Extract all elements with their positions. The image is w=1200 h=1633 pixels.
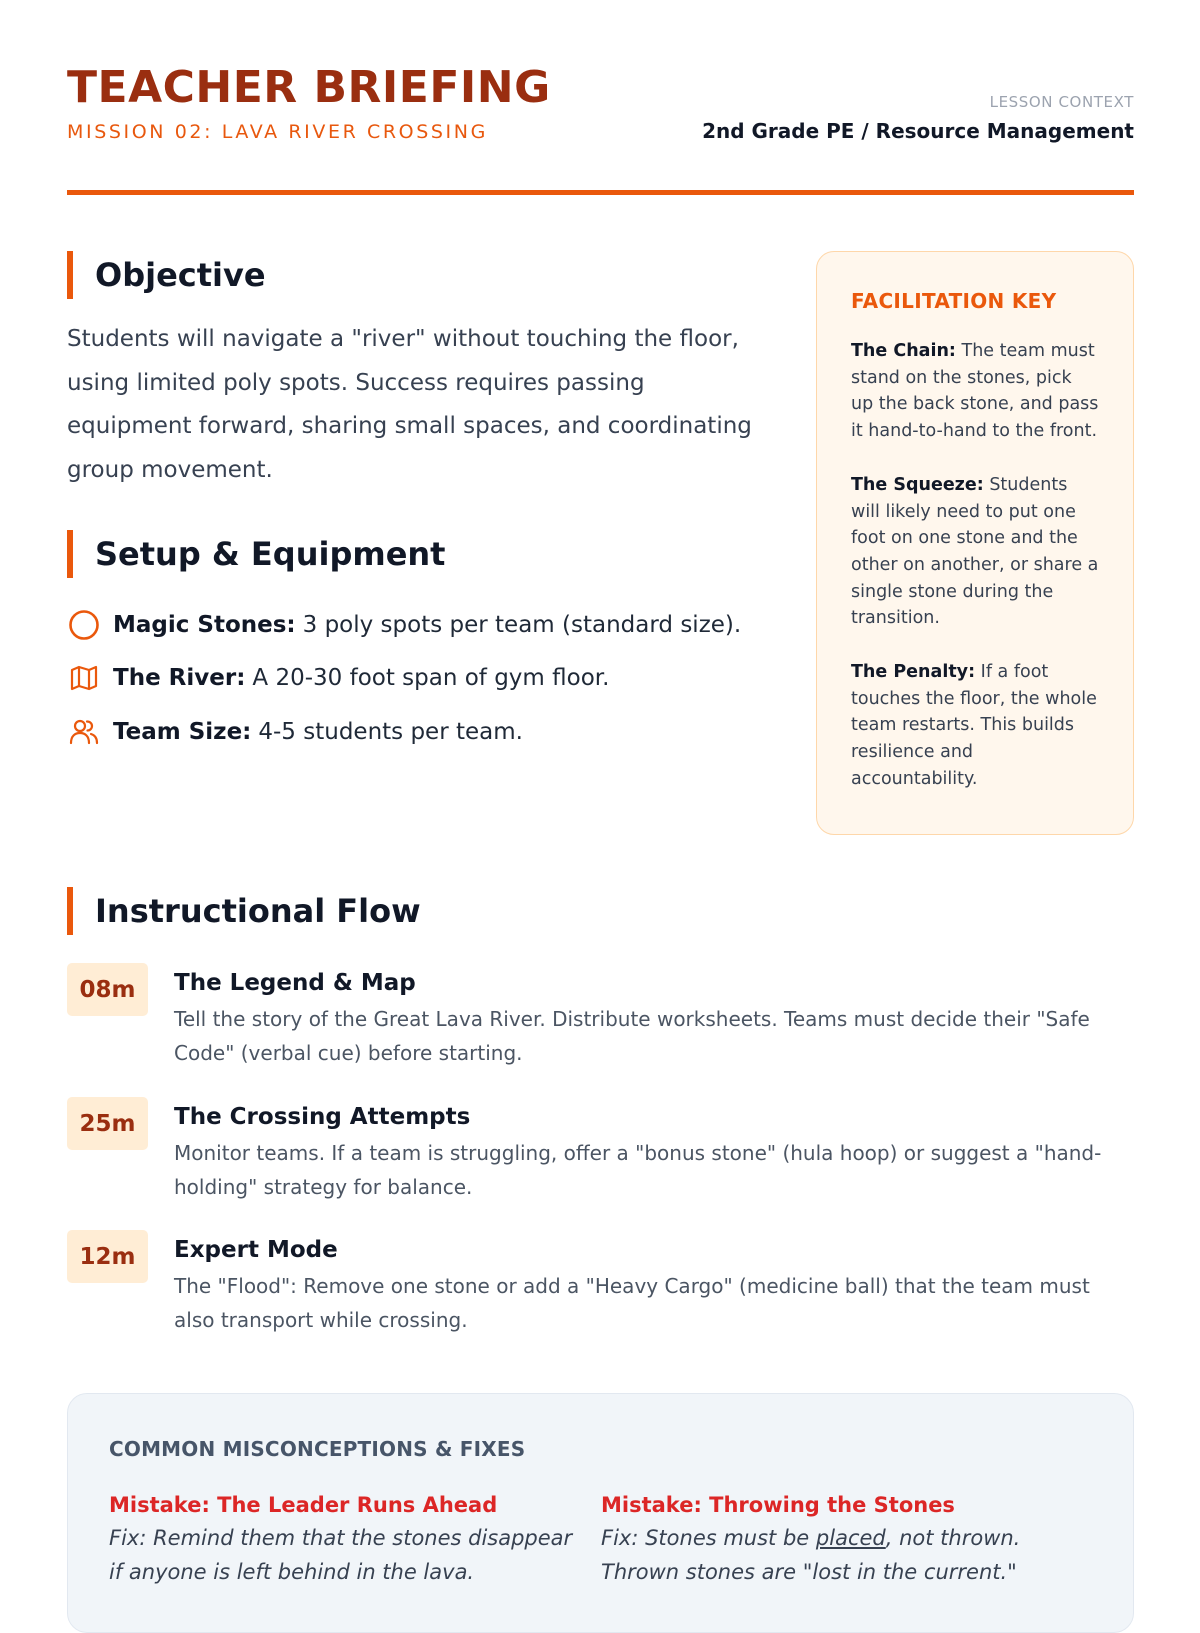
setup-title: Setup & Equipment (95, 535, 446, 573)
facilitation-item (851, 472, 1099, 632)
step-description: Tell the story of the Great Lava River. Distribute worksheets. Teams must decide their "Safe Code" (verbal cue) before starting. (174, 1007, 1090, 1065)
step-title: Expert Mode (174, 1237, 338, 1263)
mission-subtitle: MISSION 02: LAVA RIVER CROSSING (67, 121, 488, 143)
facilitation-item (851, 659, 1099, 793)
facilitation-term: The Penalty: (851, 662, 976, 683)
lesson-context-value: 2nd Grade PE / Resource Management (702, 119, 1134, 143)
step-title: The Legend & Map (174, 970, 416, 996)
equipment-desc: 4-5 students per team. (258, 718, 523, 745)
misconceptions-panel (67, 1393, 1134, 1633)
equipment-item (67, 705, 741, 759)
users-icon (67, 715, 101, 749)
fix-text (109, 1522, 574, 1589)
facilitation-key-panel (816, 251, 1134, 835)
misconceptions-columns (109, 1490, 1093, 1589)
setup-heading (67, 530, 445, 578)
step-description: The "Flood": Remove one stone or add a "Heavy Cargo" (medicine ball) that the team must also transport while crossing. (174, 1274, 1090, 1332)
header-divider (67, 190, 1134, 195)
equipment-desc: 3 poly spots per team (standard size). (302, 611, 742, 638)
lesson-context-label: LESSON CONTEXT (989, 93, 1134, 111)
time-badge: 25m (67, 1097, 148, 1150)
facilitation-text: Students will likely need to put one foot on one stone and the other on another, or share a single stone during the transition. (851, 474, 1099, 629)
equipment-item (67, 652, 741, 706)
facilitation-term: The Chain: (851, 341, 956, 361)
step-title: The Crossing Attempts (174, 1104, 471, 1130)
objective-text: Students will navigate a "river" without touching the floor, using limited poly spots. Success requires passing equipment forward, sharing small spaces, and coordinating group movement. (67, 326, 752, 483)
objective-heading (67, 251, 266, 299)
misconception-item (601, 1490, 1093, 1589)
mistake-heading: Mistake: Throwing the Stones (601, 1493, 955, 1517)
equipment-desc: A 20-30 foot span of gym floor. (252, 665, 610, 692)
equipment-name: The River: (113, 665, 246, 692)
equipment-name: Team Size: (113, 718, 252, 745)
circle-icon (67, 608, 101, 642)
facilitation-text: If a foot touches the floor, the whole team restarts. This builds resilience and accountability. (851, 662, 1097, 789)
map-icon (67, 661, 101, 695)
section-accent-bar (67, 887, 73, 935)
fix-emphasis: placed (815, 1526, 886, 1550)
flow-step (67, 1097, 1134, 1207)
section-accent-bar (67, 251, 73, 299)
page-title: TEACHER BRIEFING (67, 62, 551, 113)
objective-title: Objective (95, 256, 266, 294)
section-accent-bar (67, 530, 73, 578)
misconception-item (109, 1490, 601, 1589)
step-description: Monitor teams. If a team is struggling, offer a "bonus stone" (hula hoop) or suggest a "hand-holding" strategy for balance. (174, 1141, 1102, 1199)
facilitation-key-title: FACILITATION KEY (851, 289, 1057, 313)
facilitation-item (851, 338, 1099, 445)
flow-step (67, 1230, 1134, 1340)
flow-heading (67, 887, 421, 935)
fix-text-part: Fix: Stones must be (601, 1526, 816, 1550)
misconceptions-title: COMMON MISCONCEPTIONS & FIXES (109, 1437, 526, 1461)
equipment-item (67, 598, 741, 652)
flow-title: Instructional Flow (95, 892, 421, 930)
header (67, 62, 1134, 152)
equipment-name: Magic Stones: (113, 611, 296, 638)
time-badge: 12m (67, 1230, 148, 1283)
flow-step (67, 963, 1134, 1073)
time-badge: 08m (67, 963, 148, 1016)
equipment-list (67, 598, 741, 759)
fix-text (601, 1522, 1066, 1589)
mistake-heading: Mistake: The Leader Runs Ahead (109, 1493, 498, 1517)
fix-text-part: Fix: Remind them that the stones disappear if anyone is left behind in the lava. (109, 1526, 573, 1584)
fix-text-part: , not thrown. Thrown stones are "lost in the current." (601, 1526, 1021, 1584)
facilitation-text: The team must stand on the stones, pick up the back stone, and pass it hand-to-hand to the front. (851, 341, 1099, 442)
facilitation-term: The Squeeze: (851, 474, 984, 495)
